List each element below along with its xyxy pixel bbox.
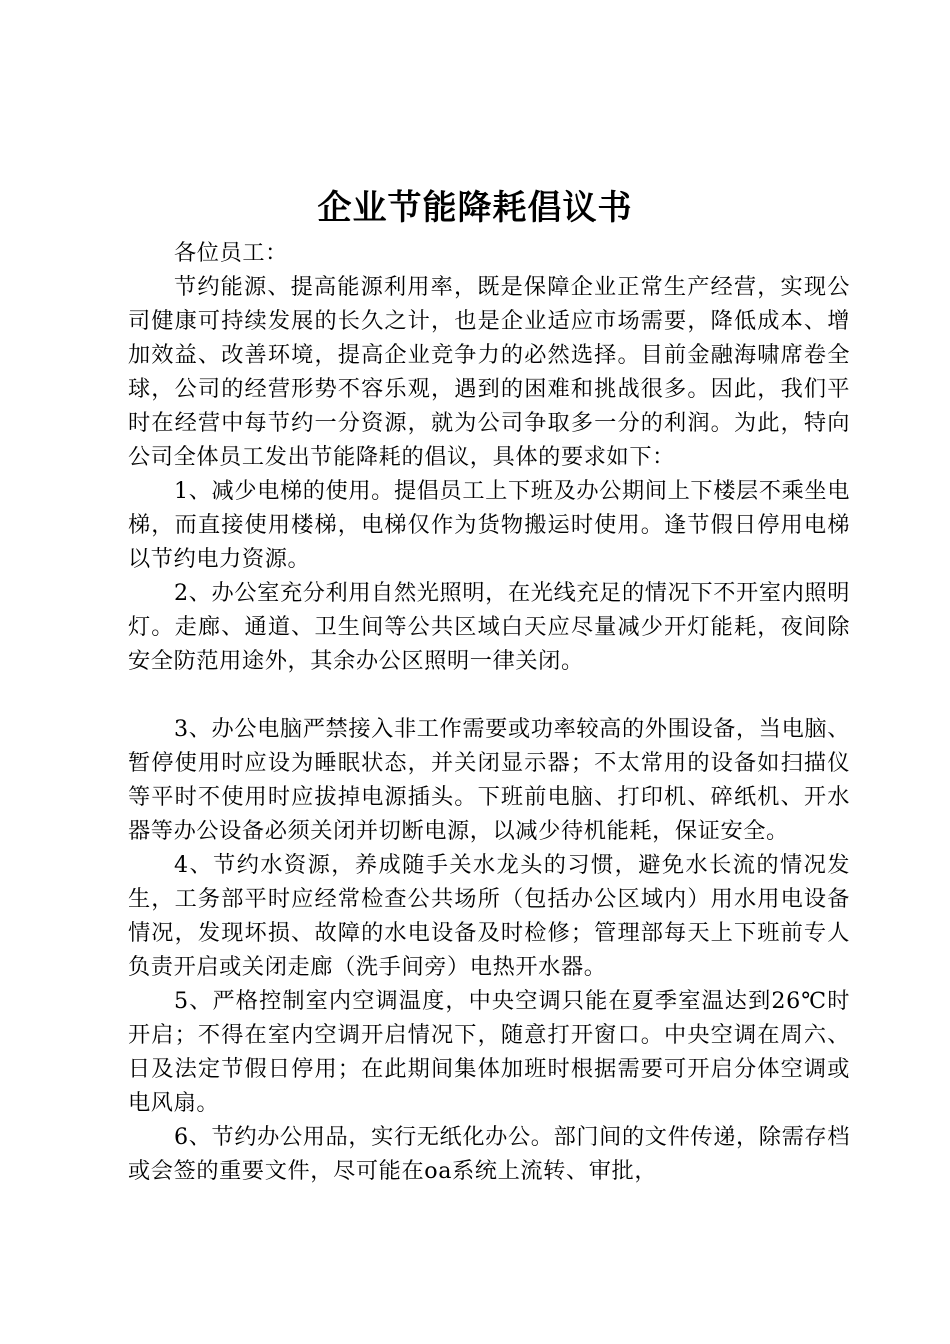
salutation: 各位员工： bbox=[174, 240, 288, 266]
item-3-paragraph: 3、办公电脑严禁接入非工作需要或功率较高的外围设备，当电脑、暂停使用时应设为睡眠状态，并关闭显示器；不太常用的设备如扫描仪等平时不使用时应拔掉电源插头。下班前电脑、打印机、碎纸机、开水器等办公设备必须关闭并切断电源，以减少待机能耗，保证安全。 bbox=[128, 716, 850, 844]
paragraph-gap bbox=[128, 678, 850, 712]
item-2-paragraph: 2、办公室充分利用自然光照明，在光线充足的情况下不开室内照明灯。走廊、通道、卫生间等公共区域白天应尽量减少开灯能耗，夜间除安全防范用途外，其余办公区照明一律关闭。 bbox=[128, 580, 850, 674]
item-4-paragraph: 4、节约水资源，养成随手关水龙头的习惯，避免水长流的情况发生，工务部平时应经常检查公共场所（包括办公区域内）用水用电设备情况，发现坏损、故障的水电设备及时检修；管理部每天上下班前专人负责开启或关闭走廊（洗手间旁）电热开水器。 bbox=[128, 852, 850, 980]
item-6-paragraph: 6、节约办公用品，实行无纸化办公。部门间的文件传递，除需存档或会签的重要文件，尽可能在oa系统上流转、审批， bbox=[128, 1124, 850, 1184]
document-title: 企业节能降耗倡议书 bbox=[317, 188, 633, 228]
document-body bbox=[128, 236, 850, 1188]
item-5-paragraph: 5、严格控制室内空调温度，中央空调只能在夏季室温达到26℃时开启；不得在室内空调开启情况下，随意打开窗口。中央空调在周六、日及法定节假日停用；在此期间集体加班时根据需要可开启分体空调或电风扇。 bbox=[128, 988, 850, 1116]
item-1-paragraph: 1、减少电梯的使用。提倡员工上下班及办公期间上下楼层不乘坐电梯，而直接使用楼梯，电梯仅作为货物搬运时使用。逢节假日停用电梯以节约电力资源。 bbox=[128, 478, 850, 572]
intro-paragraph: 节约能源、提高能源利用率，既是保障企业正常生产经营，实现公司健康可持续发展的长久之计，也是企业适应市场需要，降低成本、增加效益、改善环境，提高企业竞争力的必然选择。目前金融海啸席卷全球，公司的经营形势不容乐观，遇到的困难和挑战很多。因此，我们平时在经营中每节约一分资源，就为公司争取多一分的利润。为此，特向公司全体员工发出节能降耗的倡议，具体的要求如下： bbox=[128, 274, 850, 470]
